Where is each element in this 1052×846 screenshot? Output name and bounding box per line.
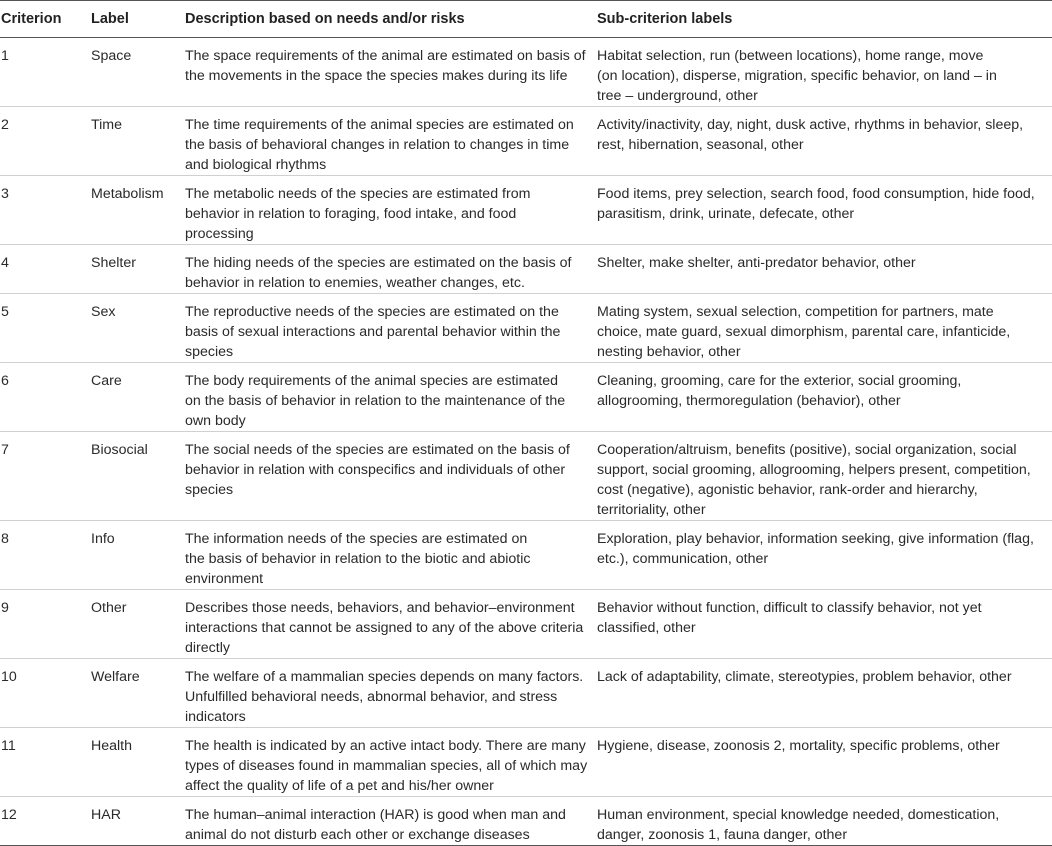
cell-text-line: indicators: [185, 709, 246, 725]
criterion-description: [185, 176, 597, 245]
cell-text-line: Exploration, play behavior, information seeking, give information (flag,: [597, 531, 1034, 547]
criterion-label: Shelter: [91, 245, 185, 294]
criterion-description: [185, 363, 597, 432]
cell-text-line: territoriality, other: [597, 502, 706, 518]
sub-criterion-labels: [597, 432, 1052, 521]
criterion-number: 4: [0, 245, 91, 294]
cell-text-line: support, social grooming, allogrooming, helpers present, competition,: [597, 462, 1031, 478]
criterion-description: [185, 107, 597, 176]
cell-text-line: The body requirements of the animal species are estimated: [185, 373, 559, 389]
criterion-description: [185, 432, 597, 521]
cell-text-line: rest, hibernation, seasonal, other: [597, 137, 804, 153]
criterion-description: [185, 728, 597, 797]
cell-text-line: species: [185, 344, 234, 360]
cell-text-line: The social needs of the species are estimated on the basis of: [185, 442, 570, 458]
table-row: [0, 363, 1052, 432]
cell-text-line: The metabolic needs of the species are estimated from: [185, 186, 531, 202]
sub-criterion-labels: [597, 38, 1052, 107]
sub-criterion-labels: [597, 797, 1052, 846]
sub-criterion-labels: [597, 245, 1052, 294]
cell-text-line: Shelter, make shelter, anti-predator behavior, other: [597, 255, 916, 271]
cell-text-line: behavior in relation to foraging, food intake, and food: [185, 206, 517, 222]
cell-text-line: Unfulfilled behavioral needs, abnormal behavior, and stress: [185, 689, 558, 705]
table-row: [0, 294, 1052, 363]
criterion-number: 8: [0, 521, 91, 590]
sub-criterion-labels: [597, 176, 1052, 245]
cell-text-line: Mating system, sexual selection, competition for partners, mate: [597, 304, 994, 320]
table-row: [0, 590, 1052, 659]
table-row: [0, 659, 1052, 728]
cell-text-line: Habitat selection, run (between locations), home range, move: [597, 48, 984, 64]
cell-text-line: The hiding needs of the species are estimated on the basis of: [185, 255, 572, 271]
criterion-description: [185, 294, 597, 363]
criterion-label: Other: [91, 590, 185, 659]
cell-text-line: danger, zoonosis 1, fauna danger, other: [597, 827, 848, 843]
cell-text-line: The information needs of the species are estimated on: [185, 531, 528, 547]
cell-text-line: Activity/inactivity, day, night, dusk active, rhythms in behavior, sleep,: [597, 117, 1024, 133]
cell-text-line: choice, mate guard, sexual dimorphism, parental care, infanticide,: [597, 324, 1011, 340]
sub-criterion-labels: [597, 521, 1052, 590]
criterion-description: [185, 590, 597, 659]
cell-text-line: The time requirements of the animal species are estimated on: [185, 117, 574, 133]
sub-criterion-labels: [597, 590, 1052, 659]
criterion-label: Time: [91, 107, 185, 176]
criterion-description: [185, 797, 597, 846]
cell-text-line: Food items, prey selection, search food, food consumption, hide food,: [597, 186, 1035, 202]
cell-text-line: Human environment, special knowledge needed, domestication,: [597, 807, 1000, 823]
criterion-number: 12: [0, 797, 91, 846]
cell-text-line: Describes those needs, behaviors, and behavior–environment: [185, 600, 575, 616]
sub-criterion-labels: [597, 659, 1052, 728]
cell-text-line: The human–animal interaction (HAR) is good when man and: [185, 807, 566, 823]
cell-text-line: parasitism, drink, urinate, defecate, other: [597, 206, 855, 222]
criterion-label: Biosocial: [91, 432, 185, 521]
cell-text-line: and biological rhythms: [185, 157, 327, 173]
criterion-description: [185, 521, 597, 590]
table-row: [0, 107, 1052, 176]
criterion-label: Welfare: [91, 659, 185, 728]
criterion-number: 11: [0, 728, 91, 797]
cell-text-line: tree – underground, other: [597, 88, 758, 104]
criterion-number: 3: [0, 176, 91, 245]
table-row: [0, 797, 1052, 846]
cell-text-line: interactions that cannot be assigned to any of the above criteria: [185, 620, 584, 636]
criterion-number: 9: [0, 590, 91, 659]
table-row: [0, 38, 1052, 107]
table-row: [0, 521, 1052, 590]
table-row: [0, 728, 1052, 797]
header-criterion: Criterion: [0, 1, 91, 38]
criterion-label: Sex: [91, 294, 185, 363]
criterion-number: 5: [0, 294, 91, 363]
cell-text-line: (on location), disperse, migration, specific behavior, on land – in: [597, 68, 997, 84]
table-row: [0, 432, 1052, 521]
criterion-label: HAR: [91, 797, 185, 846]
cell-text-line: environment: [185, 571, 264, 587]
sub-criterion-labels: [597, 728, 1052, 797]
criterion-number: 7: [0, 432, 91, 521]
criterion-label: Care: [91, 363, 185, 432]
sub-criterion-labels: [597, 294, 1052, 363]
sub-criterion-labels: [597, 107, 1052, 176]
cell-text-line: behavior in relation to enemies, weather changes, etc.: [185, 275, 525, 291]
header-sub-criterion: Sub-criterion labels: [597, 1, 1052, 38]
cell-text-line: The reproductive needs of the species are estimated on the: [185, 304, 559, 320]
table-row: [0, 245, 1052, 294]
cell-text-line: classified, other: [597, 620, 696, 636]
cell-text-line: cost (negative), agonistic behavior, rank-order and hierarchy,: [597, 482, 978, 498]
criterion-number: 2: [0, 107, 91, 176]
cell-text-line: Cooperation/altruism, benefits (positive), social organization, social: [597, 442, 1017, 458]
cell-text-line: own body: [185, 413, 246, 429]
criterion-label: Health: [91, 728, 185, 797]
cell-text-line: allogrooming, thermoregulation (behavior), other: [597, 393, 901, 409]
cell-text-line: etc.), communication, other: [597, 551, 769, 567]
sub-criterion-labels: [597, 363, 1052, 432]
cell-text-line: Hygiene, disease, zoonosis 2, mortality, specific problems, other: [597, 738, 1000, 754]
cell-text-line: behavior in relation with conspecifics and individuals of other: [185, 462, 566, 478]
cell-text-line: the basis of behavioral changes in relation to changes in time: [185, 137, 570, 153]
cell-text-line: processing: [185, 226, 254, 242]
cell-text-line: the basis of behavior in relation to the biotic and abiotic: [185, 551, 531, 567]
criterion-number: 1: [0, 38, 91, 107]
cell-text-line: species: [185, 482, 234, 498]
cell-text-line: on the basis of behavior in relation to the maintenance of the: [185, 393, 566, 409]
cell-text-line: nesting behavior, other: [597, 344, 741, 360]
header-row: [0, 1, 1052, 38]
cell-text-line: directly: [185, 640, 230, 656]
criterion-label: Metabolism: [91, 176, 185, 245]
header-description: Description based on needs and/or risks: [185, 1, 597, 38]
criterion-label: Space: [91, 38, 185, 107]
cell-text-line: affect the quality of life of a pet and his/her owner: [185, 778, 494, 794]
criterion-number: 10: [0, 659, 91, 728]
criterion-number: 6: [0, 363, 91, 432]
criterion-description: [185, 245, 597, 294]
header-label: Label: [91, 1, 185, 38]
cell-text-line: animal do not disturb each other or exchange diseases: [185, 827, 530, 843]
cell-text-line: Lack of adaptability, climate, stereotypies, problem behavior, other: [597, 669, 1012, 685]
cell-text-line: the movements in the space the species makes during its life: [185, 68, 568, 84]
cell-text-line: basis of sexual interactions and parental behavior within the: [185, 324, 561, 340]
cell-text-line: Cleaning, grooming, care for the exterior, social grooming,: [597, 373, 962, 389]
cell-text-line: Behavior without function, difficult to classify behavior, not yet: [597, 600, 982, 616]
cell-text-line: The welfare of a mammalian species depends on many factors.: [185, 669, 584, 685]
criterion-label: Info: [91, 521, 185, 590]
table-row: [0, 176, 1052, 245]
cell-text-line: The health is indicated by an active intact body. There are many: [185, 738, 586, 754]
cell-text-line: types of diseases found in mammalian species, all of which may: [185, 758, 588, 774]
cell-text-line: The space requirements of the animal are estimated on basis of: [185, 48, 586, 64]
criterion-description: [185, 659, 597, 728]
criterion-description: [185, 38, 597, 107]
